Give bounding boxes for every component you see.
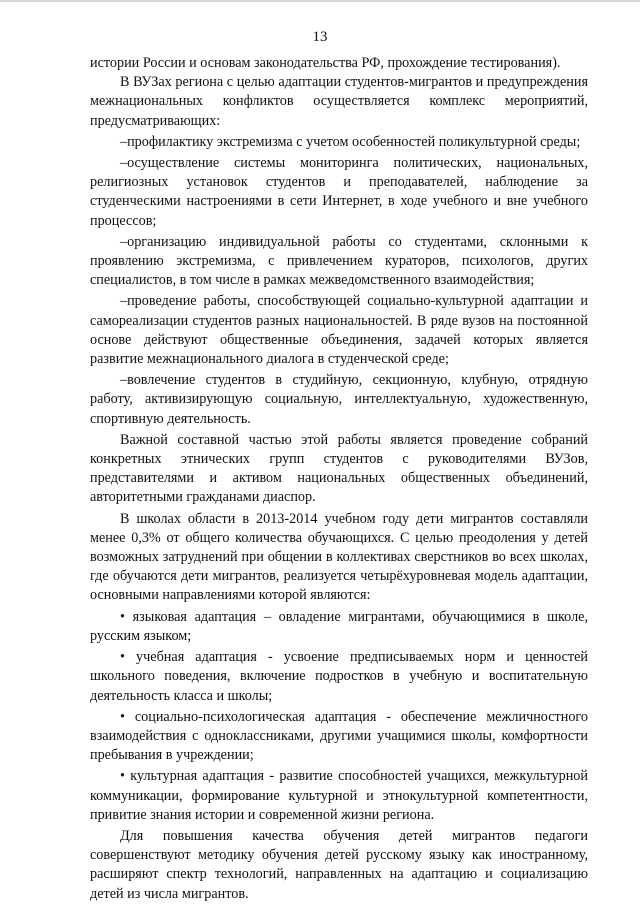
paragraph-continuation: истории России и основам законодательства РФ, прохождение тестирования). — [90, 55, 561, 71]
document-body — [90, 54, 588, 904]
list-item-extremism-prevention: –профилактику экстремизма с учетом особенностей поликультурной среды; — [120, 133, 581, 150]
paragraph-universities-intro: В ВУЗах региона с целью адаптации студентов-мигрантов и предупреждения межнациональных конфликтов осуществляется комплекс мероприятий, предусматривающих: — [90, 74, 588, 129]
list-item-student-involvement: –вовлечение студентов в студийную, секционную, клубную, отрядную работу, активизирующую социальную, интеллектуальную, художественную, спортивную деятельность. — [90, 372, 588, 427]
paragraph-teachers: Для повышения качества обучения детей мигрантов педагоги совершенствуют методику обучения детей русскому языку как иностранному, расширяют спектр технологий, направленных на адаптацию и социализацию детей из числа мигрантов. — [90, 827, 588, 902]
bullet-language-adaptation: • языковая адаптация – овладение мигрантами, обучающимися в школе, русским языком; — [90, 608, 588, 644]
bullet-educational-adaptation: • учебная адаптация - усвоение предписываемых норм и ценностей школьного поведения, включение подростков в учебную и воспитательную деятельность класса и школы; — [90, 649, 588, 704]
top-edge-line — [0, 0, 640, 2]
bullet-social-psychological-adaptation: • социально-психологическая адаптация - обеспечение межличностного взаимодействия с одноклассниками, другими учащимися школы, комфортности пребывания в учреждении; — [90, 708, 588, 764]
page-number: 13 — [312, 29, 328, 45]
list-item-individual-work: –организацию индивидуальной работы со студентами, склонными к проявлению экстремизма, с привлечением кураторов, психологов, других специалистов, в том числе в рамках межведомственного взаимодействия; — [90, 233, 588, 289]
paragraph-meetings: Важной составной частью этой работы является проведение собраний конкретных этнических групп студентов с руководителями ВУЗов, представителями и активом национальных общественных объединений, авторитетными гражданами диаспор. — [90, 431, 588, 506]
list-item-monitoring: –осуществление системы мониторинга политических, национальных, религиозных установок студентов и преподавателей, наблюдение за студенческими настроениями в сети Интернет, в ходе учебного и вне учебного процессов; — [90, 155, 588, 229]
bullet-cultural-adaptation: • культурная адаптация - развитие способностей учащихся, межкультурной коммуникации, формирование культурной и этнокультурной компетентности, привитие знания истории и современной жизни региона. — [90, 768, 588, 823]
paragraph-schools: В школах области в 2013-2014 учебном году дети мигрантов составляли менее 0,3% от общего количества обучающихся. С целью преодоления у детей возможных затруднений при общении в коллективах сверстников во всех школах, где обучаются дети мигрантов, реализуется четырёхуровневая модель адаптации, основными направлениями которой являются: — [90, 510, 588, 604]
list-item-sociocultural-adaptation: –проведение работы, способствующей социально-культурной адаптации и самореализации студентов разных национальностей. В ряде вузов на постоянной основе действуют общественные объединения, задачей которых является развитие межнационального диалога в студенческой среде; — [90, 293, 588, 368]
